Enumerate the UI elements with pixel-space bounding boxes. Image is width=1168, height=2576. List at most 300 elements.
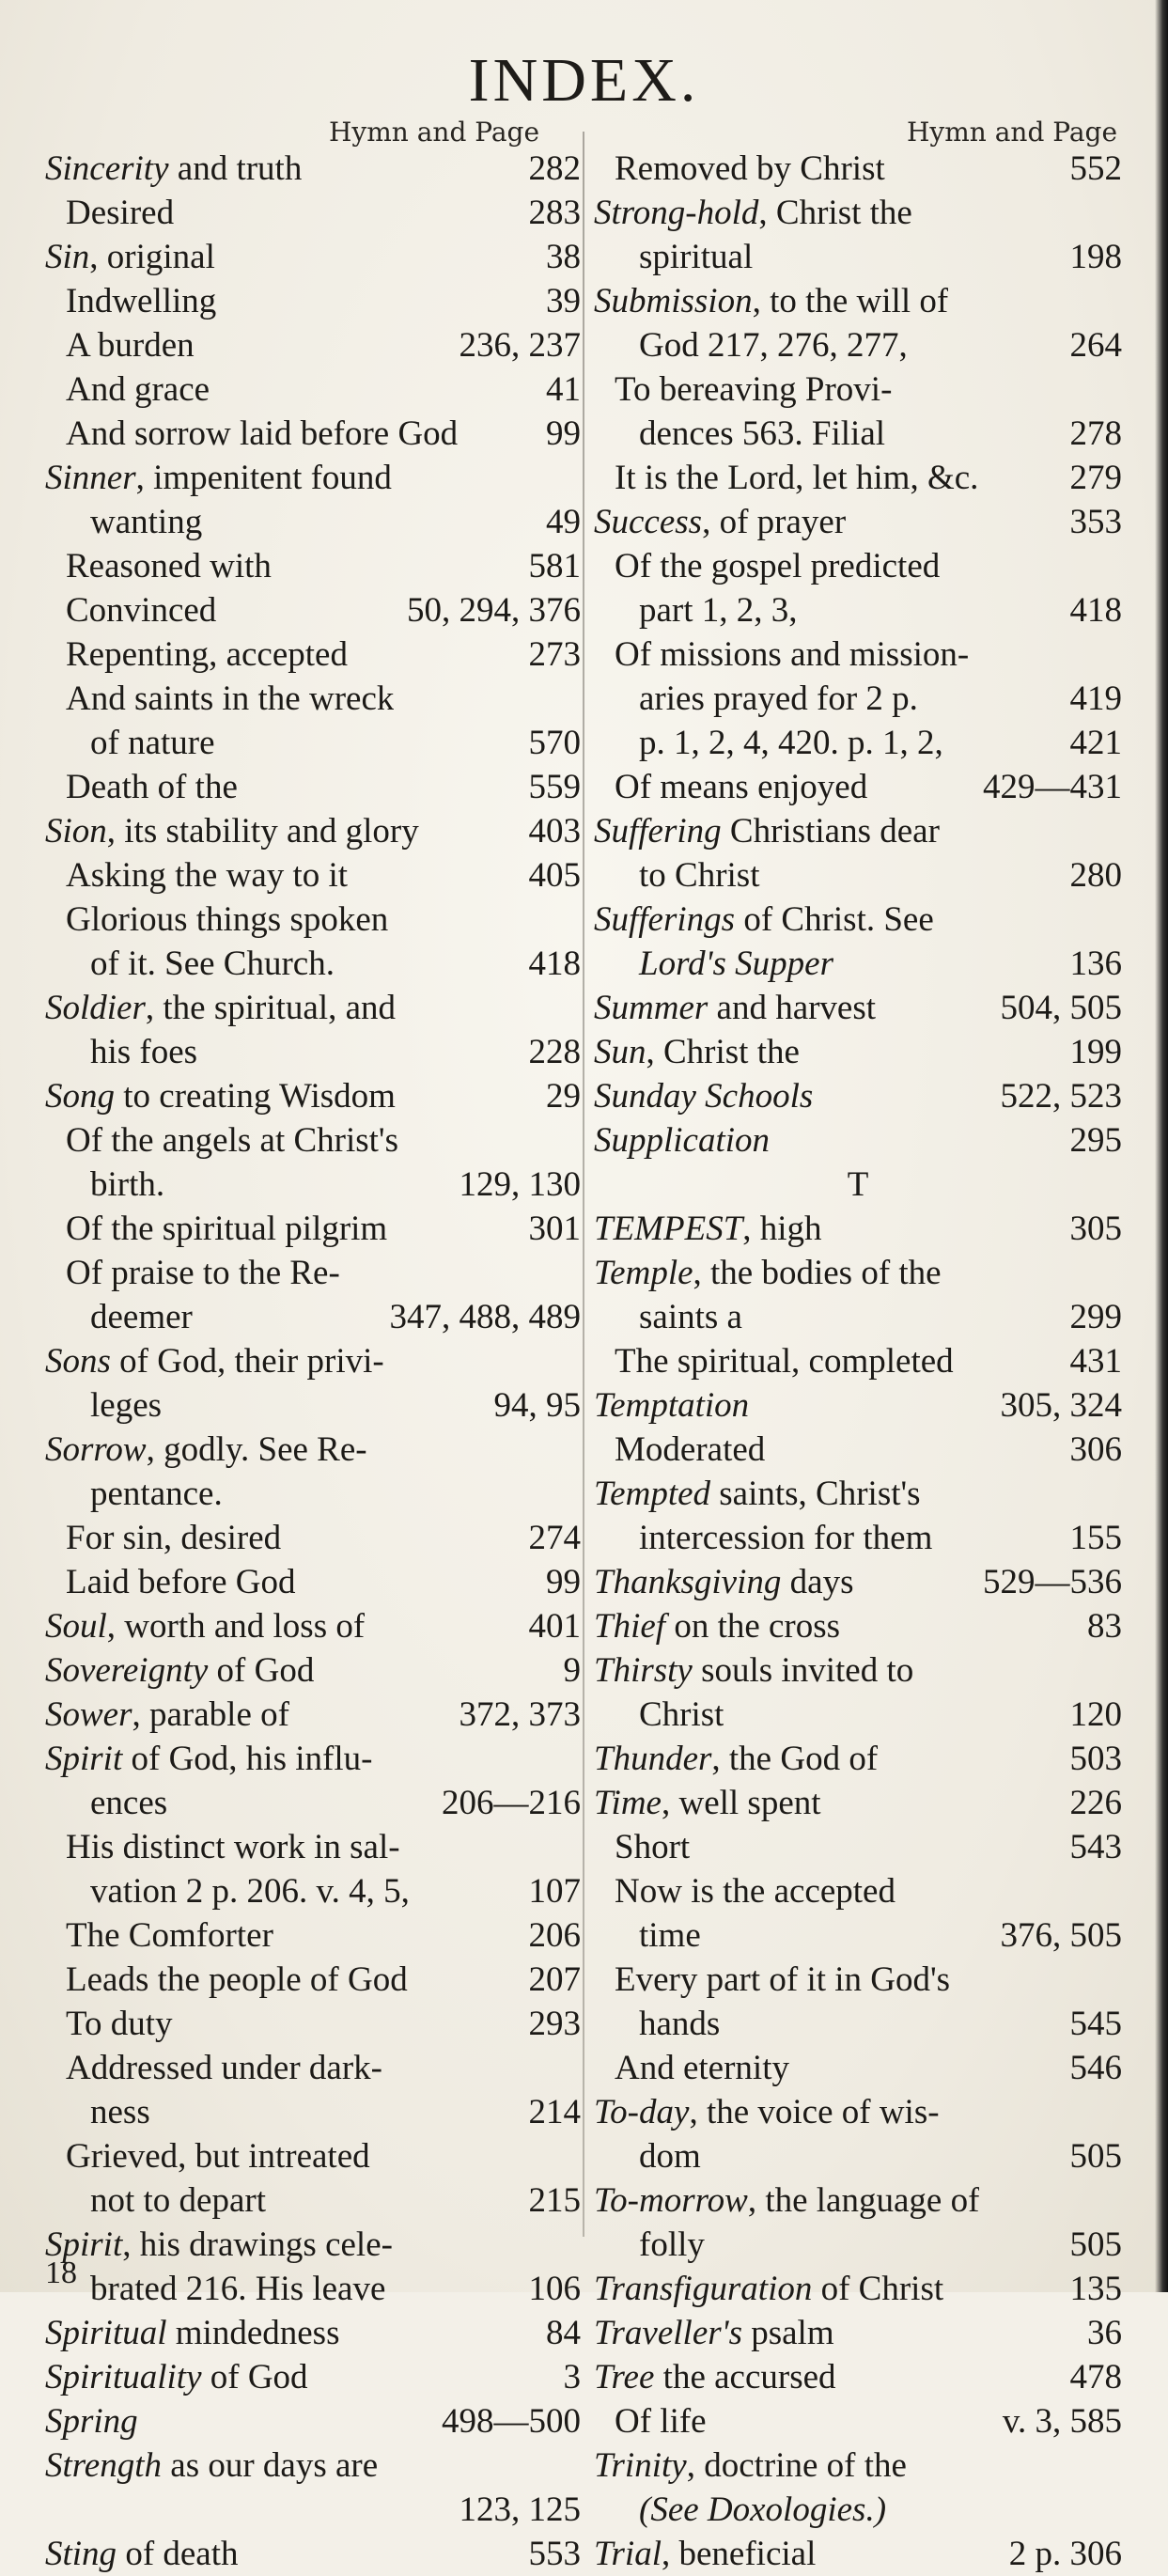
index-entry — [594, 677, 1122, 721]
entry-description: A burden — [66, 326, 195, 365]
index-entry — [594, 1207, 1122, 1251]
entry-text — [594, 1737, 878, 1781]
entry-text — [594, 1030, 800, 1074]
entry-headword: Soul — [45, 1607, 107, 1646]
entry-description: of God — [208, 1651, 315, 1690]
index-entry — [594, 2267, 1122, 2311]
index-entry — [594, 898, 1122, 942]
index-entry — [594, 1163, 1122, 1207]
entry-page-ref: 543 — [1069, 1828, 1122, 1866]
entry-headword: Sons — [45, 1342, 111, 1381]
index-entry — [594, 2178, 1122, 2223]
entry-text — [594, 1295, 742, 1339]
entry-headword: Suffering — [594, 812, 722, 851]
entry-page-ref: 129, 130 — [459, 1165, 581, 1204]
entry-page-ref: 498—500 — [442, 2402, 581, 2441]
entry-text — [594, 1074, 813, 1118]
entry-page-ref: 299 — [1069, 1298, 1122, 1336]
entry-headword: Spirit — [45, 1740, 123, 1778]
entry-text — [594, 898, 934, 942]
entry-headword: Spiritual — [45, 2314, 167, 2352]
entry-description: Christ — [639, 1695, 724, 1734]
index-entry — [45, 1693, 581, 1737]
entry-description: folly — [639, 2225, 705, 2264]
entry-text — [594, 1383, 749, 1428]
entry-description: of Christ. See — [735, 900, 934, 939]
entry-description: (See Doxologies.) — [639, 2490, 887, 2529]
index-entry — [45, 1560, 581, 1604]
page-folio: 18 — [45, 2256, 77, 2290]
entry-text — [594, 1207, 822, 1251]
entry-text — [45, 1958, 408, 2002]
entry-description: of God, their privi- — [110, 1342, 384, 1381]
entry-page-ref: 559 — [528, 768, 581, 806]
index-entry — [594, 235, 1122, 279]
entry-page-ref: 136 — [1069, 945, 1122, 983]
entry-page-ref: 3 — [563, 2358, 581, 2396]
entry-page-ref: 505 — [1069, 2225, 1122, 2264]
index-entry — [594, 323, 1122, 367]
entry-text — [45, 191, 174, 235]
index-entry — [45, 1781, 581, 1825]
index-entry — [594, 2134, 1122, 2178]
entry-page-ref: 120 — [1069, 1695, 1122, 1734]
entry-page-ref: 107 — [528, 1872, 581, 1911]
index-entry — [45, 986, 581, 1030]
entry-headword: Supplication — [594, 1121, 771, 1160]
entry-description: Addressed under dark- — [66, 2049, 382, 2087]
index-entry — [594, 544, 1122, 588]
index-entry — [594, 1958, 1122, 2002]
entry-page-ref: 226 — [1069, 1784, 1122, 1822]
entry-text — [594, 2399, 707, 2443]
entry-text — [594, 279, 948, 323]
entry-text — [45, 2443, 378, 2488]
entry-page-ref: 295 — [1069, 1121, 1122, 1160]
entry-description: To bereaving Provi- — [615, 370, 893, 409]
index-entry — [594, 2443, 1122, 2488]
entry-description: , original — [89, 238, 215, 276]
entry-text — [45, 2311, 339, 2355]
entry-description: Of the angels at Christ's — [66, 1121, 398, 1160]
entry-headword: To-day — [594, 2093, 690, 2131]
index-entry — [594, 765, 1122, 809]
entry-text — [45, 765, 238, 809]
entry-page-ref: 50, 294, 376 — [407, 591, 581, 630]
entry-description: , the spiritual, and — [145, 989, 397, 1027]
index-entry — [45, 2399, 581, 2443]
index-entry — [45, 1869, 581, 1913]
entry-text — [594, 412, 885, 456]
entry-page-ref: 94, 95 — [493, 1386, 581, 1425]
entry-page-ref: 305, 324 — [1000, 1386, 1122, 1425]
index-entry — [594, 456, 1122, 500]
index-entry — [45, 1737, 581, 1781]
entry-headword: Temptation — [594, 1386, 750, 1425]
left-index-column — [45, 147, 581, 2576]
entry-text — [594, 2443, 907, 2488]
entry-text — [594, 2046, 789, 2090]
entry-headword: Traveller's — [594, 2314, 742, 2352]
entry-description: vation 2 p. 206. v. 4, 5, — [90, 1872, 410, 1911]
index-entry — [594, 2399, 1122, 2443]
entry-description: of God, his influ- — [122, 1740, 373, 1778]
entry-page-ref: 429—431 — [983, 768, 1122, 806]
entry-text — [45, 1560, 296, 1604]
entry-headword: Tree — [594, 2358, 655, 2396]
entry-text — [45, 1251, 340, 1295]
entry-description: Now is the accepted — [615, 1872, 895, 1911]
entry-description: Convinced — [66, 591, 217, 630]
index-entry — [594, 279, 1122, 323]
entry-text — [594, 986, 876, 1030]
index-entry — [594, 942, 1122, 986]
entry-description: days — [781, 1563, 854, 1601]
index-entry — [45, 544, 581, 588]
entry-page-ref: 283 — [528, 194, 581, 232]
entry-description: , Christ the — [758, 194, 912, 232]
entry-description: , of prayer — [702, 503, 847, 541]
index-entry — [45, 1251, 581, 1295]
entry-page-ref: 155 — [1069, 1519, 1122, 1557]
entry-text — [45, 853, 348, 898]
entry-text — [45, 677, 394, 721]
entry-page-ref: 347, 488, 489 — [389, 1298, 581, 1336]
entry-text — [45, 2134, 370, 2178]
entry-page-ref: 418 — [1069, 591, 1122, 630]
index-entry — [45, 765, 581, 809]
entry-text — [594, 1516, 932, 1560]
entry-text — [594, 1869, 895, 1913]
index-entry — [594, 2223, 1122, 2267]
entry-text — [594, 1560, 853, 1604]
entry-text — [45, 1207, 387, 1251]
entry-text — [45, 1913, 273, 1958]
entry-text — [45, 1737, 372, 1781]
entry-description: Desired — [66, 194, 175, 232]
entry-page-ref: 198 — [1069, 238, 1122, 276]
entry-text — [45, 2355, 308, 2399]
entry-description: hands — [639, 2005, 721, 2043]
entry-text — [45, 412, 458, 456]
entry-text — [594, 1693, 724, 1737]
index-entry — [594, 412, 1122, 456]
entry-page-ref: 264 — [1069, 326, 1122, 365]
index-entry — [45, 1825, 581, 1869]
entry-page-ref: 306 — [1069, 1430, 1122, 1469]
entry-description: , Christ the — [646, 1033, 800, 1071]
entry-text — [594, 1958, 950, 2002]
entry-text — [45, 632, 348, 677]
index-entry — [45, 2223, 581, 2267]
index-entry — [45, 1207, 581, 1251]
entry-page-ref: 280 — [1069, 856, 1122, 895]
index-entry — [45, 235, 581, 279]
entry-description: Lord's Supper — [639, 945, 833, 983]
entry-text — [45, 367, 210, 412]
entry-headword: Sorrow — [45, 1430, 147, 1469]
entry-description: wanting — [90, 503, 203, 541]
entry-description: , the voice of wis- — [689, 2093, 940, 2131]
index-entry — [594, 1737, 1122, 1781]
entry-page-ref: 236, 237 — [459, 326, 581, 365]
entry-description: Indwelling — [66, 282, 217, 320]
entry-page-ref: 228 — [528, 1033, 581, 1071]
entry-page-ref: 2 p. 306 — [1008, 2535, 1122, 2573]
index-entry — [594, 1781, 1122, 1825]
entry-description: , impenitent found — [135, 459, 392, 497]
entry-description: , well spent — [661, 1784, 821, 1822]
entry-description: , to the will of — [752, 282, 949, 320]
entry-description: and harvest — [708, 989, 877, 1027]
entry-description: dences 563. Filial — [639, 414, 886, 453]
entry-text — [594, 2355, 836, 2399]
entry-text — [594, 1825, 690, 1869]
entry-text — [45, 1604, 365, 1648]
entry-description: , high — [742, 1210, 822, 1248]
entry-headword: Strength — [45, 2446, 163, 2485]
entry-headword: Sun — [594, 1033, 646, 1071]
entry-headword: Soldier — [45, 989, 146, 1027]
index-entry — [594, 809, 1122, 853]
entry-description: dom — [639, 2137, 701, 2176]
index-entry — [45, 500, 581, 544]
entry-text — [45, 2399, 138, 2443]
index-entry — [45, 2267, 581, 2311]
index-entry — [45, 2046, 581, 2090]
index-entry — [594, 588, 1122, 632]
entry-description: And saints in the wreck — [66, 679, 395, 718]
entry-description: Removed by Christ — [615, 149, 885, 188]
entry-page-ref: 206—216 — [442, 1784, 581, 1822]
index-entry — [45, 412, 581, 456]
entry-description: time — [639, 1916, 701, 1955]
entry-description: To duty — [66, 2005, 173, 2043]
entry-headword: Thirsty — [594, 1651, 693, 1690]
index-entry — [45, 632, 581, 677]
entry-text — [45, 1383, 162, 1428]
entry-text — [594, 2134, 701, 2178]
entry-page-ref: 41 — [546, 370, 581, 409]
entry-description: of death — [117, 2535, 239, 2573]
entry-text — [594, 2090, 940, 2134]
entry-text — [594, 2488, 886, 2532]
index-entry — [45, 456, 581, 500]
entry-description: on the cross — [665, 1607, 841, 1646]
entry-description: It is the Lord, let him, &c. — [615, 459, 979, 497]
entry-description: Leads the people of God — [66, 1960, 408, 1999]
entry-text — [45, 147, 302, 191]
entry-page-ref: 546 — [1069, 2049, 1122, 2087]
entry-text — [45, 1030, 197, 1074]
entry-text — [594, 632, 969, 677]
entry-page-ref: 99 — [546, 414, 581, 453]
entry-page-ref: 83 — [1087, 1607, 1122, 1646]
entry-text — [594, 942, 833, 986]
entry-text — [45, 1339, 384, 1383]
index-entry — [594, 1560, 1122, 1604]
entry-text — [45, 235, 215, 279]
entry-description: , the bodies of the — [693, 1254, 942, 1292]
entry-headword: Tempted — [594, 1475, 711, 1513]
entry-page-ref: 278 — [1069, 414, 1122, 453]
entry-text — [594, 367, 892, 412]
entry-text — [45, 1869, 410, 1913]
entry-page-ref: v. 3, 585 — [1002, 2402, 1122, 2441]
entry-description: Of means enjoyed — [615, 768, 868, 806]
entry-page-ref: 206 — [528, 1916, 581, 1955]
entry-headword: Transfiguration — [594, 2270, 813, 2308]
entry-text — [45, 1516, 281, 1560]
entry-headword: Sovereignty — [45, 1651, 209, 1690]
entry-headword: Sincerity — [45, 149, 169, 188]
index-entry — [45, 1339, 581, 1383]
entry-text — [45, 323, 195, 367]
entry-description: T — [847, 1165, 869, 1204]
entry-headword: Sion — [45, 812, 107, 851]
entry-description: Of the spiritual pilgrim — [66, 1210, 388, 1248]
index-entry — [45, 677, 581, 721]
index-entry — [594, 1428, 1122, 1472]
entry-headword: Spring — [45, 2402, 138, 2441]
index-entry — [594, 1030, 1122, 1074]
entry-page-ref: 274 — [528, 1519, 581, 1557]
entry-text — [45, 2532, 239, 2576]
entry-headword: Strong-hold — [594, 194, 759, 232]
entry-text — [45, 1163, 164, 1207]
entry-page-ref: 207 — [528, 1960, 581, 1999]
entry-text — [594, 1251, 942, 1295]
entry-description: of nature — [90, 724, 215, 762]
entry-page-ref: 293 — [528, 2005, 581, 2043]
entry-description: And sorrow laid before God — [66, 414, 459, 453]
entry-text — [45, 279, 216, 323]
entry-description: , the language of — [747, 2181, 980, 2220]
entry-page-ref: 36 — [1087, 2314, 1122, 2352]
index-entry — [45, 2532, 581, 2576]
entry-description: p. 1, 2, 4, 420. p. 1, 2, — [639, 724, 943, 762]
entry-page-ref: 478 — [1069, 2358, 1122, 2396]
index-entry — [594, 2532, 1122, 2576]
entry-headword: Sower — [45, 1695, 132, 1734]
entry-description: , parable of — [132, 1695, 289, 1734]
index-entry — [45, 2488, 581, 2532]
entry-headword: Temple — [594, 1254, 693, 1292]
entry-text — [594, 853, 760, 898]
entry-text — [594, 191, 912, 235]
entry-text — [594, 544, 940, 588]
index-entry — [45, 367, 581, 412]
entry-page-ref: 581 — [528, 547, 581, 585]
entry-text — [45, 544, 272, 588]
entry-description: to creating Wisdom — [115, 1077, 396, 1116]
entry-description: ness — [90, 2093, 150, 2131]
entry-description: God 217, 276, 277, — [639, 326, 908, 365]
entry-text — [594, 765, 867, 809]
entry-text — [594, 2311, 834, 2355]
entry-description: ences — [90, 1784, 168, 1822]
entry-text — [45, 500, 202, 544]
entry-text — [594, 1339, 954, 1383]
entry-page-ref: 273 — [528, 635, 581, 674]
entry-text — [45, 986, 396, 1030]
entry-text — [848, 1163, 869, 1207]
entry-text — [45, 809, 419, 853]
index-entry — [594, 1516, 1122, 1560]
index-entry — [45, 2134, 581, 2178]
entry-text — [594, 588, 798, 632]
entry-text — [45, 2046, 382, 2090]
index-entry — [45, 942, 581, 986]
entry-description: Of praise to the Re- — [66, 1254, 340, 1292]
entry-description: to Christ — [639, 856, 760, 895]
entry-headword: Success — [594, 503, 703, 541]
entry-page-ref: 522, 523 — [1000, 1077, 1122, 1116]
entry-description: leges — [90, 1386, 163, 1425]
entry-description: Reasoned with — [66, 547, 272, 585]
entry-headword: Spirit — [45, 2225, 123, 2264]
index-entry — [45, 1604, 581, 1648]
entry-page-ref: 215 — [528, 2181, 581, 2220]
index-entry — [594, 1693, 1122, 1737]
right-column-header: Hymn and Page — [907, 117, 1118, 148]
index-entry — [45, 1383, 581, 1428]
entry-description: saints, Christ's — [710, 1475, 921, 1513]
entry-headword: Trinity — [594, 2446, 687, 2485]
left-column-header: Hymn and Page — [329, 117, 540, 148]
index-entry — [594, 1339, 1122, 1383]
index-entry — [594, 1825, 1122, 1869]
index-entry — [594, 2090, 1122, 2134]
index-entry — [45, 323, 581, 367]
entry-description: deemer — [90, 1298, 193, 1336]
entry-text — [594, 323, 908, 367]
entry-page-ref: 401 — [528, 1607, 581, 1646]
entry-description: birth. — [90, 1165, 165, 1204]
entry-page-ref: 419 — [1069, 679, 1122, 718]
index-entry — [45, 721, 581, 765]
entry-description: And grace — [66, 370, 210, 409]
entry-description: Of the gospel predicted — [615, 547, 941, 585]
entry-headword: Song — [45, 1077, 115, 1116]
index-entry — [594, 1604, 1122, 1648]
entry-page-ref: 403 — [528, 812, 581, 851]
entry-text — [594, 1118, 770, 1163]
entry-description: brated 216. His leave — [90, 2270, 386, 2308]
entry-page-ref: 553 — [528, 2535, 581, 2573]
entry-headword: Sinner — [45, 459, 136, 497]
entry-headword: Sin — [45, 238, 90, 276]
index-entry — [45, 2178, 581, 2223]
index-entry — [45, 2311, 581, 2355]
entry-description: For sin, desired — [66, 1519, 282, 1557]
entry-page-ref: 49 — [546, 503, 581, 541]
index-entry — [594, 721, 1122, 765]
entry-page-ref: 376, 505 — [1000, 1916, 1122, 1955]
entry-description: And eternity — [615, 2049, 789, 2087]
entry-page-ref: 199 — [1069, 1033, 1122, 1071]
entry-text — [594, 1781, 821, 1825]
index-entry — [594, 632, 1122, 677]
entry-text — [45, 1648, 314, 1693]
index-entry — [594, 147, 1122, 191]
entry-page-ref: 38 — [546, 238, 581, 276]
entry-description: Asking the way to it — [66, 856, 349, 895]
index-entry — [45, 1428, 581, 1472]
index-entry — [594, 1383, 1122, 1428]
right-index-column — [594, 147, 1122, 2576]
entry-page-ref: 353 — [1069, 503, 1122, 541]
